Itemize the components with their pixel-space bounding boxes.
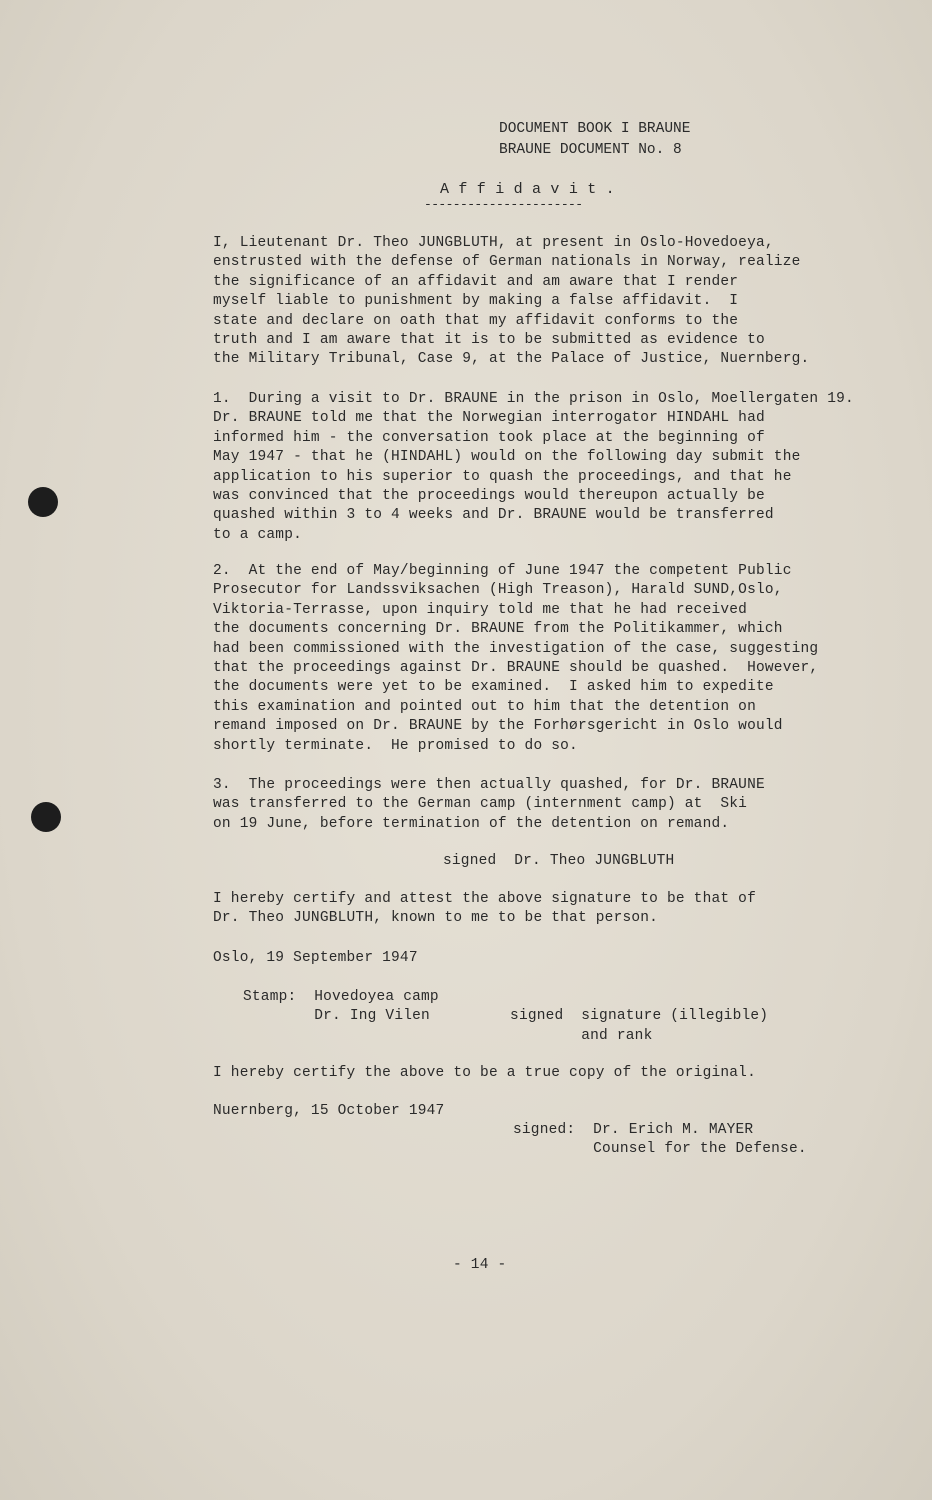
place-date-oslo: Oslo, 19 September 1947	[213, 950, 418, 966]
document-number-header: BRAUNE DOCUMENT No. 8	[499, 142, 682, 158]
signature-mayer: signed: Dr. Erich M. MAYER Counsel for the Defense.	[513, 1122, 807, 1158]
page-number: - 14 -	[453, 1257, 507, 1273]
title-underline: ----------------------	[424, 197, 583, 212]
paragraph-3: 3. The proceedings were then actually quashed, for Dr. BRAUNE was transferred to the German camp (internment camp) at Ski on 19 June, before termination of the detention on remand.	[213, 777, 765, 832]
certification-signature: I hereby certify and attest the above signature to be that of Dr. Theo JUNGBLUTH, known to me to be that person.	[213, 891, 756, 927]
punch-hole-bottom	[31, 802, 61, 832]
intro-paragraph: I, Lieutenant Dr. Theo JUNGBLUTH, at present in Oslo-Hovedoeya, enstrusted with the defense of German nationals in Norway, realize the significance of an affidavit and am aware that I render myself liable to punishment by making a false affidavit. I state and declare on oath that my affidavit conforms to the truth and I am aware that it is to be submitted as evidence to the Military Tribunal, Case 9, at the Palace of Justice, Nuernberg.	[213, 235, 810, 368]
signature-jungbluth: signed Dr. Theo JUNGBLUTH	[443, 853, 675, 869]
certification-true-copy: I hereby certify the above to be a true copy of the original.	[213, 1065, 756, 1081]
stamp-block: Stamp: Hovedoyea camp Dr. Ing Vilen signed signature (illegible) and rank	[243, 989, 769, 1044]
place-date-nuernberg: Nuernberg, 15 October 1947	[213, 1103, 445, 1119]
affidavit-title: A f f i d a v i t .	[440, 181, 615, 198]
paragraph-2: 2. At the end of May/beginning of June 1947 the competent Public Prosecutor for Landssviksachen (High Treason), Harald SUND,Oslo, Viktoria-Terrasse, upon inquiry told me that he had received the documents concerning Dr. BRAUNE from the Politikammer, which had been commissioned with the investigation of the case, suggesting that the proceedings against Dr. BRAUNE should be quashed. However, the documents were yet to be examined. I asked him to expedite this examination and pointed out to him that the detention on remand imposed on Dr. BRAUNE by the Forhørsgericht in Oslo would shortly terminate. He promised to do so.	[213, 563, 819, 754]
document-book-header: DOCUMENT BOOK I BRAUNE	[499, 121, 691, 137]
punch-hole-top	[28, 487, 58, 517]
paragraph-1: 1. During a visit to Dr. BRAUNE in the prison in Oslo, Moellergaten 19. Dr. BRAUNE told me that the Norwegian interrogator HINDAHL had informed him - the conversation took place at the beginning of May 1947 - that he (HINDAHL) would on the following day submit the application to his superior to quash the proceedings, and that he was convinced that the proceedings would thereupon actually be quashed within 3 to 4 weeks and Dr. BRAUNE would be transferred to a camp.	[213, 391, 854, 543]
